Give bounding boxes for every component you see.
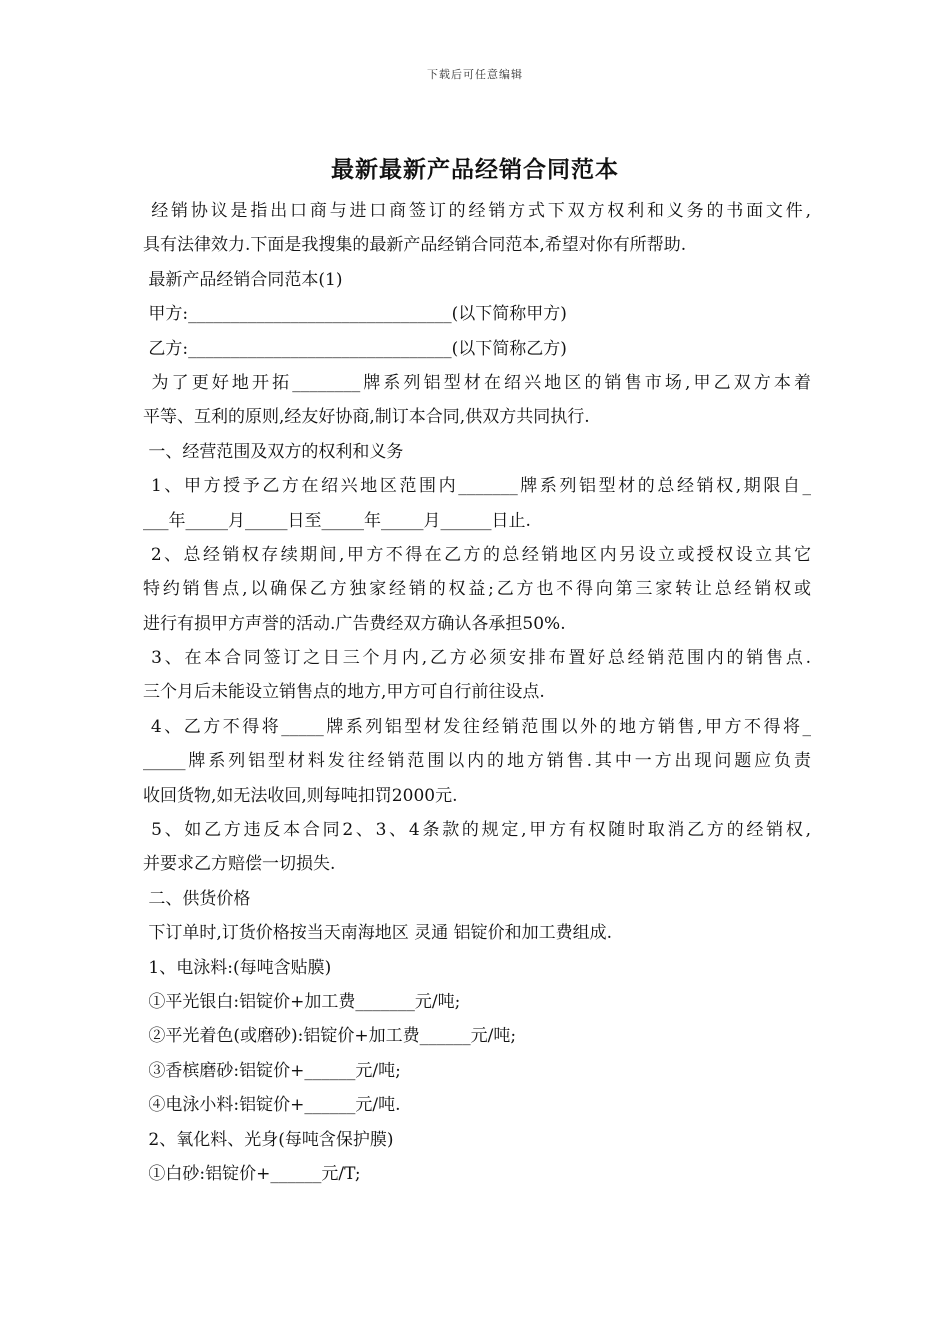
paragraph-line: _____牌系列铝型材料发往经销范围以内的地方销售.其中一方出现问题应负责: [143, 751, 811, 772]
paragraph-line: 乙方:_______________________________(以下简称乙方): [143, 338, 567, 359]
document-body: [143, 194, 811, 1191]
paragraph-line: 并要求乙方赔偿一切损失.: [143, 854, 336, 875]
page-header-note: 下载后可任意编辑: [427, 68, 523, 81]
paragraph-line: 平等、互利的原则,经友好协商,制订本合同,供双方共同执行.: [143, 407, 590, 428]
paragraph-line: 2、氧化料、光身(每吨含保护膜): [143, 1129, 394, 1150]
paragraph-line: 二、供货价格: [143, 888, 251, 909]
paragraph-line: 2、总经销权存续期间,甲方不得在乙方的总经销地区内另设立或授权设立其它: [143, 544, 811, 565]
paragraph-line: 5、如乙方违反本合同2、3、4条款的规定,甲方有权随时取消乙方的经销权,: [143, 820, 811, 841]
paragraph-line: 下订单时,订货价格按当天南海地区 灵通 铝锭价和加工费组成.: [143, 923, 613, 944]
paragraph-line: 最新产品经销合同范本(1): [143, 269, 343, 290]
paragraph-line: 1、电泳料:(每吨含贴膜): [143, 957, 332, 978]
paragraph-line: 一、经营范围及双方的权利和义务: [143, 441, 404, 462]
document-title: 最新最新产品经销合同范本: [331, 157, 619, 183]
paragraph-line: ①白砂:铝锭价+______元/T;: [143, 1163, 361, 1184]
paragraph-line: 4、乙方不得将_____牌系列铝型材发往经销范围以外的地方销售,甲方不得将_: [143, 716, 811, 737]
paragraph-line: 具有法律效力.下面是我搜集的最新产品经销合同范本,希望对你有所帮助.: [143, 235, 687, 256]
paragraph-line: 经销协议是指出口商与进口商签订的经销方式下双方权利和义务的书面文件,: [143, 201, 811, 221]
paragraph-line: 1、甲方授予乙方在绍兴地区范围内_______牌系列铝型材的总经销权,期限自_: [143, 476, 811, 497]
paragraph-line: 甲方:_______________________________(以下简称甲方): [143, 304, 567, 325]
paragraph-line: ①平光银白:铝锭价+加工费_______元/吨;: [143, 991, 461, 1012]
paragraph-line: 3、在本合同签订之日三个月内,乙方必须安排布置好总经销范围内的销售点.: [143, 648, 811, 669]
paragraph-line: ___年_____月_____日至_____年_____月______日止.: [143, 510, 531, 531]
paragraph-line: 收回货物,如无法收回,则每吨扣罚2000元.: [143, 785, 458, 806]
paragraph-line: 特约销售点,以确保乙方独家经销的权益;乙方也不得向第三家转让总经销权或: [143, 579, 811, 600]
paragraph-line: 三个月后未能设立销售点的地方,甲方可自行前往设点.: [143, 682, 545, 703]
paragraph-line: 进行有损甲方声誉的活动.广告费经双方确认各承担50%.: [143, 613, 566, 634]
paragraph-line: ②平光着色(或磨砂):铝锭价+加工费______元/吨;: [143, 1026, 517, 1047]
paragraph-line: ④电泳小料:铝锭价+______元/吨.: [143, 1095, 401, 1116]
paragraph-line: ③香槟磨砂:铝锭价+______元/吨;: [143, 1060, 401, 1081]
paragraph-line: 为了更好地开拓________牌系列铝型材在绍兴地区的销售市场,甲乙双方本着: [143, 372, 811, 393]
